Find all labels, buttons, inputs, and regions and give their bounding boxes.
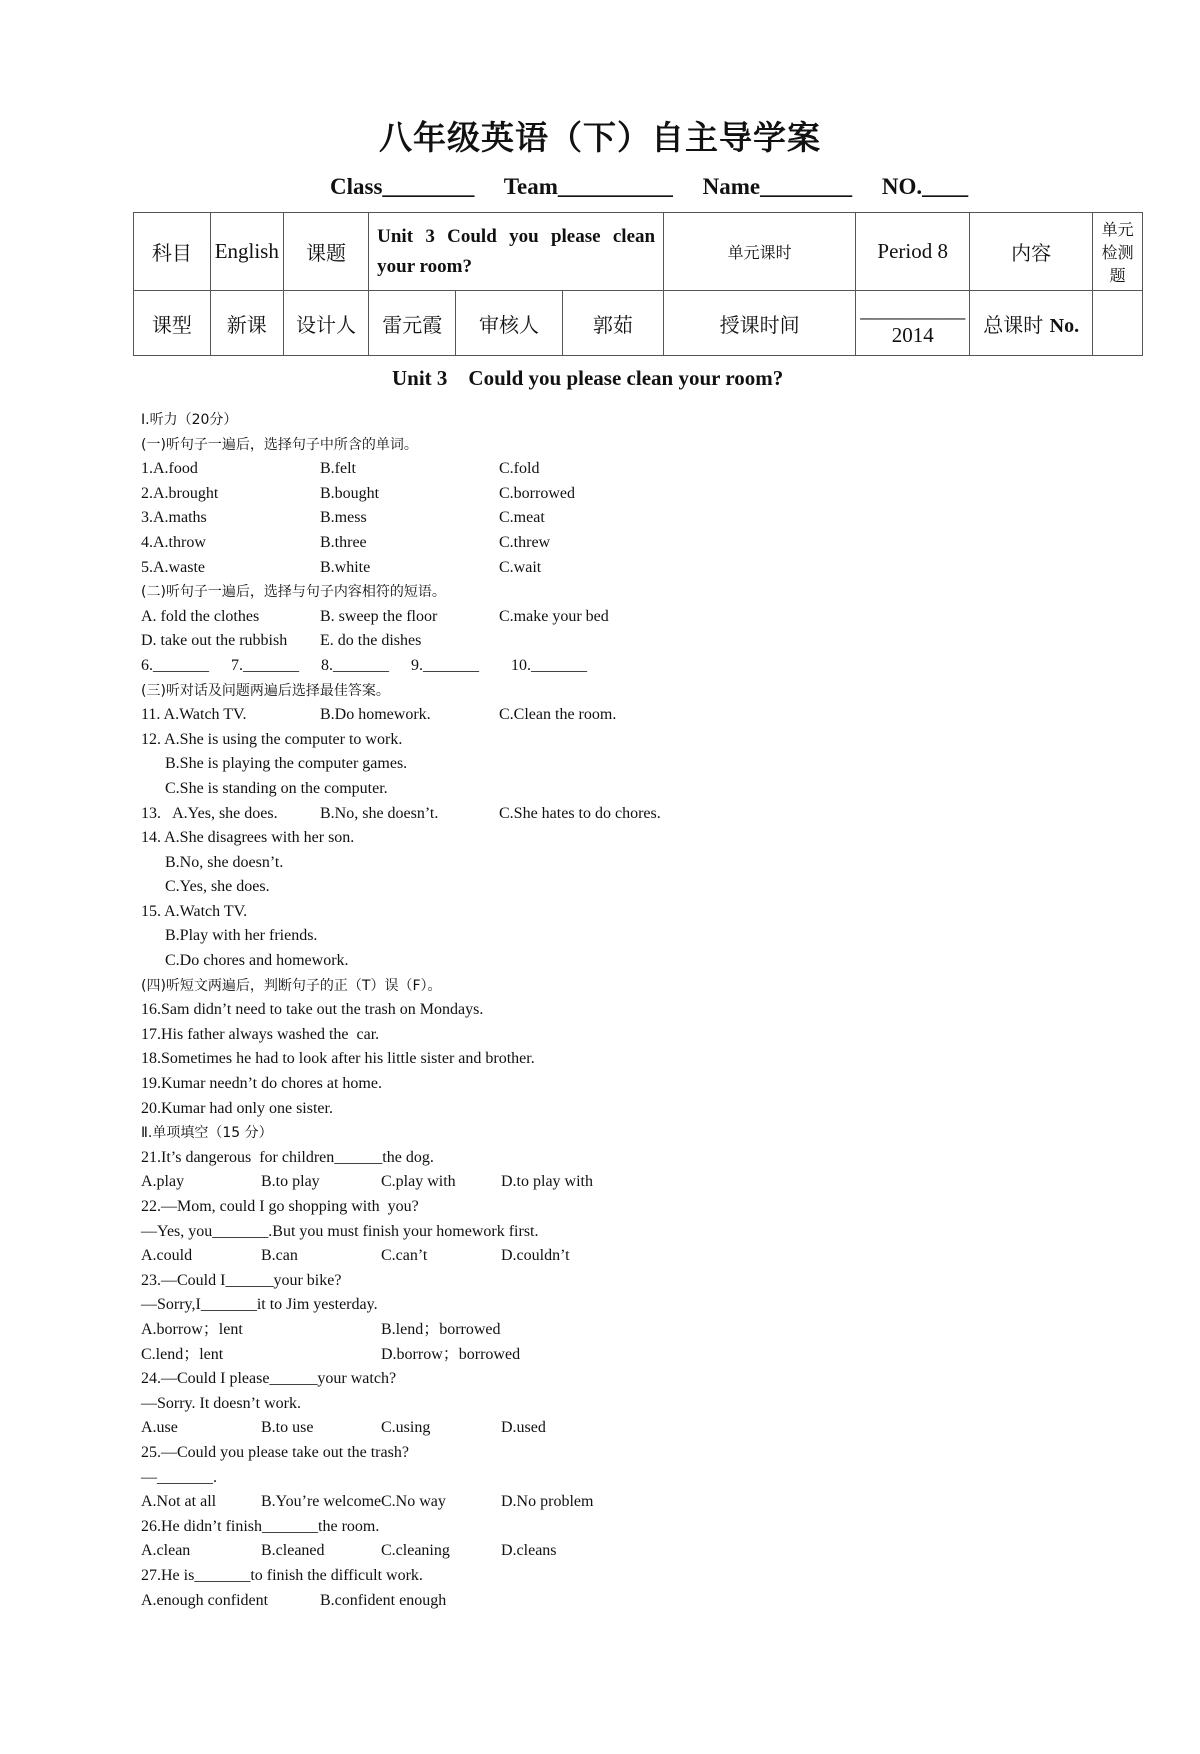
exercise-line — [141, 1121, 1141, 1146]
line-text: A.could — [141, 1247, 193, 1265]
exercise-line — [141, 482, 1141, 507]
unit-subtitle: Unit 3 Could you please clean your room? — [392, 366, 784, 390]
topic-label: 课题 — [283, 213, 368, 291]
option-text: D.used — [501, 1419, 546, 1437]
exercise-line — [141, 1490, 1141, 1515]
line-text: 11. A.Watch TV. — [141, 706, 247, 724]
exercise-line — [141, 752, 1141, 777]
exercise-line — [141, 1367, 1141, 1392]
line-text: 14. A.She disagrees with her son. — [141, 829, 355, 847]
option-text: E. do the dishes — [320, 632, 422, 650]
line-text: C.lend；lent — [141, 1345, 224, 1363]
line-text: 12. A.She is using the computer to work. — [141, 730, 403, 748]
number-field[interactable]: NO.____ — [881, 174, 969, 199]
exercise-line — [141, 1220, 1141, 1245]
option-text: 9._______ — [411, 656, 479, 674]
exercise-line — [141, 728, 1141, 753]
line-text: 22.—Mom, could I go shopping with you? — [141, 1198, 419, 1215]
line-text: (四)听短文两遍后，判断句子的正（T）误（F）。 — [141, 977, 442, 994]
option-text: C.No way — [381, 1493, 446, 1511]
teaching-time-label: 授课时间 — [664, 291, 856, 356]
exercise-line — [141, 654, 1141, 679]
line-text: Ⅰ.听力（20分） — [141, 412, 238, 428]
line-text: 6._______ — [141, 656, 209, 674]
option-text: B.bought — [320, 484, 380, 502]
exercise-line — [141, 802, 1141, 827]
option-text: C.meat — [499, 509, 545, 527]
option-text: C.cleaning — [381, 1542, 450, 1560]
exercise-line — [141, 1293, 1141, 1318]
option-text: B.lend；borrowed — [381, 1320, 501, 1338]
unit-period-value: Period 8 — [856, 213, 970, 291]
exercise-line — [141, 1441, 1141, 1466]
reviewer-label: 审核人 — [456, 291, 562, 356]
line-text: A.enough confident — [141, 1591, 269, 1609]
line-text: —Yes, you_______.But you must finish your homework first. — [141, 1222, 539, 1240]
exercise-line — [141, 974, 1141, 999]
exercise-line — [141, 1170, 1141, 1195]
option-text: B.You’re welcome — [261, 1493, 382, 1511]
line-text: 19.Kumar needn’t do chores at home. — [141, 1075, 382, 1093]
exercise-line — [141, 851, 1141, 876]
exercise-body — [141, 408, 1141, 1613]
line-text: B.She is playing the computer games. — [141, 755, 408, 773]
option-text: B.three — [320, 533, 367, 551]
exercise-line — [141, 629, 1141, 654]
exercise-line — [141, 1416, 1141, 1441]
option-text: D.borrow；borrowed — [381, 1345, 521, 1363]
option-text: C.She hates to do chores. — [499, 804, 661, 822]
teaching-time-value: __________ 2014 — [856, 291, 970, 356]
option-text: 10._______ — [511, 656, 587, 674]
option-text: C.threw — [499, 533, 551, 551]
exercise-line — [141, 1589, 1141, 1614]
subject-label: 科目 — [134, 213, 211, 291]
line-text: A.borrow；lent — [141, 1320, 243, 1338]
option-text: D.couldn’t — [501, 1247, 570, 1265]
option-text: C.play with — [381, 1173, 456, 1191]
line-text: 27.He is_______to finish the difficult work. — [141, 1566, 423, 1584]
line-text: —Sorry,I_______it to Jim yesterday. — [141, 1296, 378, 1314]
option-text: B.mess — [320, 509, 367, 527]
exercise-line — [141, 777, 1141, 802]
class-field[interactable]: Class________ — [330, 174, 475, 199]
option-text: B.cleaned — [261, 1542, 325, 1560]
option-text: B. sweep the floor — [320, 607, 438, 625]
line-text: 24.—Could I please______your watch? — [141, 1370, 397, 1388]
exercise-line — [141, 1072, 1141, 1097]
total-periods-no: No. — [1049, 314, 1080, 337]
unit-period-label: 单元课时 — [664, 213, 856, 291]
designer-value: 雷元霞 — [369, 291, 456, 356]
line-text: 13. A.Yes, she does. — [141, 804, 278, 822]
option-text: B.felt — [320, 460, 356, 478]
total-periods-value — [1093, 291, 1143, 356]
line-text: 1.A.food — [141, 460, 198, 478]
line-text: 21.It’s dangerous for children______the dog. — [141, 1148, 434, 1166]
line-text: A.use — [141, 1419, 178, 1437]
option-text: B.white — [320, 558, 371, 576]
option-text: C.Clean the room. — [499, 706, 617, 724]
line-text: 17.His father always washed the car. — [141, 1025, 380, 1043]
line-text: D. take out the rubbish — [141, 632, 288, 650]
line-text: 26.He didn’t finish_______the room. — [141, 1517, 380, 1535]
line-text: C.She is standing on the computer. — [141, 779, 388, 797]
exercise-line — [141, 1343, 1141, 1368]
total-periods — [970, 291, 1093, 356]
line-text: C.Yes, she does. — [141, 878, 270, 896]
option-text: D.to play with — [501, 1173, 593, 1191]
line-text: B.No, she doesn’t. — [141, 853, 284, 871]
exercise-line — [141, 1047, 1141, 1072]
line-text: 23.—Could I______your bike? — [141, 1271, 342, 1289]
exercise-line — [141, 949, 1141, 974]
option-text: C.make your bed — [499, 607, 609, 625]
line-text: C.Do chores and homework. — [141, 952, 349, 970]
line-text: 4.A.throw — [141, 533, 206, 551]
option-text: C.borrowed — [499, 484, 575, 502]
option-text: C.can’t — [381, 1247, 428, 1265]
exercise-line — [141, 1146, 1141, 1171]
exercise-line — [141, 1097, 1141, 1122]
exercise-line — [141, 457, 1141, 482]
option-text: B.to play — [261, 1173, 320, 1191]
line-text: 2.A.brought — [141, 484, 219, 502]
content-label: 内容 — [970, 213, 1093, 291]
exercise-line — [141, 1564, 1141, 1589]
option-text: B.confident enough — [320, 1591, 447, 1609]
option-text: C.wait — [499, 558, 542, 576]
exercise-line — [141, 1318, 1141, 1343]
line-text: A. fold the clothes — [141, 607, 260, 625]
name-field[interactable]: Name________ — [702, 174, 853, 199]
line-text: —Sorry. It doesn’t work. — [141, 1394, 301, 1412]
exercise-line — [141, 1392, 1141, 1417]
line-text: (三)听对话及问题两遍后选择最佳答案。 — [141, 682, 390, 699]
exercise-line — [141, 703, 1141, 728]
option-text: B.can — [261, 1247, 298, 1265]
exercise-line — [141, 1023, 1141, 1048]
exercise-line — [141, 1539, 1141, 1564]
exercise-line — [141, 826, 1141, 851]
option-text: 8._______ — [321, 656, 389, 674]
lesson-type-value: 新课 — [210, 291, 283, 356]
exercise-line — [141, 1515, 1141, 1540]
subject-value: English — [210, 213, 283, 291]
exercise-line — [141, 1244, 1141, 1269]
line-text: 20.Kumar had only one sister. — [141, 1099, 333, 1117]
topic-value: Unit 3 Could you please clean your room? — [369, 213, 664, 291]
option-text: B.Do homework. — [320, 706, 431, 724]
line-text: 5.A.waste — [141, 558, 205, 576]
line-text: 25.—Could you please take out the trash? — [141, 1443, 409, 1461]
line-text: 18.Sometimes he had to look after his little sister and brother. — [141, 1050, 535, 1068]
exercise-line — [141, 1269, 1141, 1294]
team-field[interactable]: Team__________ — [503, 174, 673, 199]
exercise-line — [141, 875, 1141, 900]
exercise-line — [141, 924, 1141, 949]
line-text: Ⅱ.单项填空（15 分） — [141, 1125, 273, 1142]
total-periods-label: 总课时 — [983, 312, 1044, 337]
line-text: A.play — [141, 1173, 185, 1191]
option-text: D.No problem — [501, 1493, 594, 1511]
exercise-line — [141, 506, 1141, 531]
exercise-line — [141, 679, 1141, 704]
lesson-type-label: 课型 — [134, 291, 211, 356]
exercise-line — [141, 531, 1141, 556]
option-text: B.to use — [261, 1419, 314, 1437]
line-text: —_______. — [141, 1468, 217, 1486]
line-text: A.clean — [141, 1542, 191, 1560]
exercise-line — [141, 1466, 1141, 1491]
line-text: 16.Sam didn’t need to take out the trash on Mondays. — [141, 1001, 484, 1019]
line-text: 15. A.Watch TV. — [141, 902, 248, 920]
line-text: (二)听句子一遍后，选择与句子内容相符的短语。 — [141, 584, 446, 601]
exercise-line — [141, 900, 1141, 925]
exercise-line — [141, 408, 1141, 433]
exercise-line — [141, 580, 1141, 605]
line-text: A.Not at all — [141, 1493, 217, 1511]
designer-label: 设计人 — [283, 291, 368, 356]
exercise-line — [141, 556, 1141, 581]
exercise-line — [141, 605, 1141, 630]
option-text: C.using — [381, 1419, 431, 1437]
lesson-info-table — [133, 212, 1143, 356]
option-text: D.cleans — [501, 1542, 557, 1560]
option-text: C.fold — [499, 460, 540, 478]
page-title: 八年级英语（下）自主导学案 — [379, 118, 821, 157]
student-fields — [330, 174, 992, 200]
option-text: B.No, she doesn’t. — [320, 804, 439, 822]
exercise-line — [141, 1195, 1141, 1220]
line-text: B.Play with her friends. — [141, 927, 318, 945]
reviewer-value: 郭茹 — [562, 291, 664, 356]
line-text: (一)听句子一遍后，选择句子中所含的单词。 — [141, 436, 418, 453]
line-text: 3.A.maths — [141, 509, 207, 527]
exercise-line — [141, 433, 1141, 458]
exercise-line — [141, 998, 1141, 1023]
content-value: 单元检测题 — [1093, 213, 1143, 291]
option-text: 7._______ — [231, 656, 299, 674]
